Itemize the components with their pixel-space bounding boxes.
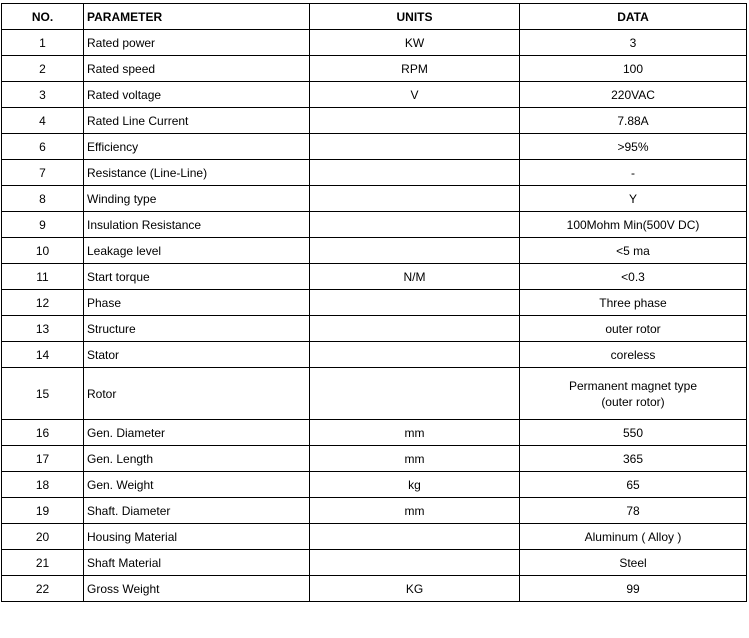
cell-parameter: Phase (84, 290, 310, 316)
cell-data: coreless (520, 342, 747, 368)
table-row (2, 108, 747, 134)
table-row (2, 472, 747, 498)
table-row (2, 134, 747, 160)
cell-parameter: Rotor (84, 368, 310, 420)
cell-units: KW (310, 30, 520, 56)
cell-units (310, 316, 520, 342)
table-row (2, 446, 747, 472)
cell-data: Permanent magnet type (outer rotor) (520, 368, 747, 420)
cell-no: 16 (2, 420, 84, 446)
cell-no: 3 (2, 82, 84, 108)
cell-no: 10 (2, 238, 84, 264)
table-row (2, 56, 747, 82)
cell-parameter: Resistance (Line-Line) (84, 160, 310, 186)
cell-no: 13 (2, 316, 84, 342)
table-row (2, 82, 747, 108)
cell-parameter: Leakage level (84, 238, 310, 264)
cell-parameter: Gross Weight (84, 576, 310, 602)
cell-units: N/M (310, 264, 520, 290)
cell-data: 550 (520, 420, 747, 446)
cell-no: 9 (2, 212, 84, 238)
cell-units: V (310, 82, 520, 108)
table-row (2, 212, 747, 238)
cell-parameter: Gen. Length (84, 446, 310, 472)
cell-data: 3 (520, 30, 747, 56)
cell-parameter: Insulation Resistance (84, 212, 310, 238)
cell-no: 6 (2, 134, 84, 160)
cell-parameter: Shaft. Diameter (84, 498, 310, 524)
cell-parameter: Stator (84, 342, 310, 368)
cell-parameter: Start torque (84, 264, 310, 290)
cell-no: 22 (2, 576, 84, 602)
table-row (2, 342, 747, 368)
cell-data: 99 (520, 576, 747, 602)
cell-units (310, 186, 520, 212)
cell-units (310, 212, 520, 238)
cell-data: 100Mohm Min(500V DC) (520, 212, 747, 238)
cell-data: - (520, 160, 747, 186)
cell-data: 365 (520, 446, 747, 472)
cell-no: 20 (2, 524, 84, 550)
cell-data: <0.3 (520, 264, 747, 290)
cell-data: 78 (520, 498, 747, 524)
cell-parameter: Winding type (84, 186, 310, 212)
cell-parameter: Rated Line Current (84, 108, 310, 134)
cell-data: 7.88A (520, 108, 747, 134)
cell-no: 21 (2, 550, 84, 576)
cell-units (310, 108, 520, 134)
cell-data: Aluminum ( Alloy ) (520, 524, 747, 550)
cell-parameter: Efficiency (84, 134, 310, 160)
cell-no: 19 (2, 498, 84, 524)
cell-data: Steel (520, 550, 747, 576)
table-row (2, 524, 747, 550)
cell-no: 11 (2, 264, 84, 290)
table-row (2, 498, 747, 524)
cell-data: 220VAC (520, 82, 747, 108)
cell-data: Three phase (520, 290, 747, 316)
cell-no: 12 (2, 290, 84, 316)
cell-no: 18 (2, 472, 84, 498)
cell-parameter: Shaft Material (84, 550, 310, 576)
cell-units (310, 550, 520, 576)
cell-data: 65 (520, 472, 747, 498)
cell-parameter: Gen. Diameter (84, 420, 310, 446)
spec-table (1, 3, 747, 602)
cell-units: kg (310, 472, 520, 498)
table-row (2, 420, 747, 446)
cell-data: >95% (520, 134, 747, 160)
cell-units (310, 238, 520, 264)
cell-units: RPM (310, 56, 520, 82)
header-data: DATA (520, 4, 747, 30)
table-body (2, 30, 747, 602)
table-row (2, 290, 747, 316)
cell-data: Y (520, 186, 747, 212)
cell-no: 4 (2, 108, 84, 134)
table-row (2, 550, 747, 576)
table-row (2, 264, 747, 290)
cell-no: 7 (2, 160, 84, 186)
cell-parameter: Rated speed (84, 56, 310, 82)
cell-no: 14 (2, 342, 84, 368)
cell-data: 100 (520, 56, 747, 82)
cell-units (310, 134, 520, 160)
cell-units: KG (310, 576, 520, 602)
cell-data: outer rotor (520, 316, 747, 342)
cell-no: 2 (2, 56, 84, 82)
cell-no: 15 (2, 368, 84, 420)
cell-parameter: Rated voltage (84, 82, 310, 108)
cell-units (310, 160, 520, 186)
header-row (2, 4, 747, 30)
cell-units: mm (310, 420, 520, 446)
table-row (2, 30, 747, 56)
table-row (2, 186, 747, 212)
table-row (2, 368, 747, 420)
cell-units (310, 342, 520, 368)
cell-parameter: Gen. Weight (84, 472, 310, 498)
cell-no: 17 (2, 446, 84, 472)
cell-units (310, 524, 520, 550)
cell-parameter: Rated power (84, 30, 310, 56)
table-row (2, 316, 747, 342)
table-row (2, 238, 747, 264)
header-no: NO. (2, 4, 84, 30)
cell-units: mm (310, 498, 520, 524)
cell-parameter: Housing Material (84, 524, 310, 550)
table-row (2, 576, 747, 602)
cell-data: <5 ma (520, 238, 747, 264)
table-row (2, 160, 747, 186)
cell-units (310, 368, 520, 420)
header-units: UNITS (310, 4, 520, 30)
header-parameter: PARAMETER (84, 4, 310, 30)
cell-units (310, 290, 520, 316)
cell-parameter: Structure (84, 316, 310, 342)
cell-units: mm (310, 446, 520, 472)
cell-no: 1 (2, 30, 84, 56)
cell-no: 8 (2, 186, 84, 212)
